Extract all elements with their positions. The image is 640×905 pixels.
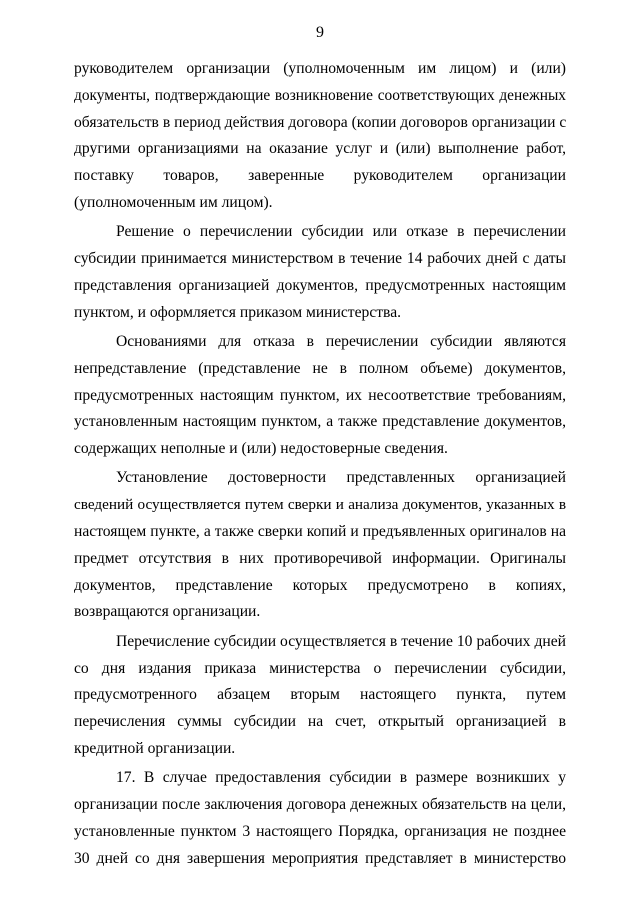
page-number: 9 <box>316 24 324 41</box>
text-line: непредставление (представление не в полном объеме) документов, <box>74 359 566 377</box>
document-body <box>74 56 566 875</box>
text-line: установленным настоящим пунктом, а также представление документов, <box>74 413 566 431</box>
text-line: поставку товаров, заверенные руководителем организации <box>74 167 566 185</box>
text-line: (уполномоченным им лицом). <box>74 193 273 211</box>
text-line: со дня издания приказа министерства о перечислении субсидии, <box>74 659 566 677</box>
text-line: установленные пунктом 3 настоящего Порядка, организация не позднее <box>74 822 566 840</box>
text-line: Установление достоверности представленных организацией <box>116 469 566 487</box>
text-line: Решение о перечислении субсидии или отказе в перечислении <box>116 223 566 241</box>
text-line: предмет отсутствия в них противоречивой информации. Оригиналы <box>74 549 566 567</box>
paragraph <box>74 465 566 626</box>
text-line: руководителем организации (уполномоченным им лицом) и (или) <box>74 60 566 77</box>
paragraph <box>74 765 566 872</box>
text-line: обязательств в период действия договора (копии договоров организации с <box>74 113 567 131</box>
text-line: возвращаются организации. <box>74 603 261 621</box>
text-line: предусмотренного абзацем вторым настоящего пункта, путем <box>74 686 566 704</box>
text-line: документов, представление которых предусмотрено в копиях, <box>74 576 566 594</box>
paragraph <box>74 56 566 217</box>
text-line: Перечисление субсидии осуществляется в течение 10 рабочих дней <box>116 632 566 650</box>
text-line: Основаниями для отказа в перечислении субсидии являются <box>116 332 566 350</box>
text-line: документы, подтверждающие возникновение соответствующих денежных <box>74 86 566 104</box>
text-line: пунктом, и оформляется приказом министерства. <box>74 303 402 321</box>
text-line: перечисления суммы субсидии на счет, открытый организацией в <box>74 713 566 731</box>
paragraph <box>74 629 566 763</box>
text-line: настоящем пункте, а также сверки копий и предъявленных оригиналов на <box>74 523 566 541</box>
text-line: другими организациями на оказание услуг и (или) выполнение работ, <box>74 140 566 158</box>
text-line: 30 дней со дня завершения мероприятия представляет в министерство <box>74 849 566 867</box>
text-line: сведений осуществляется путем сверки и анализа документов, указанных в <box>74 496 566 514</box>
text-line: кредитной организации. <box>74 739 236 757</box>
text-line: содержащих неполные и (или) недостоверные сведения. <box>74 440 448 458</box>
text-line: субсидии принимается министерством в течение 14 рабочих дней с даты <box>74 250 566 268</box>
paragraph <box>74 219 566 326</box>
text-line: организации после заключения договора денежных обязательств на цели, <box>74 796 566 814</box>
text-line: предусмотренных настоящим пунктом, их несоответствие требованиям, <box>74 386 566 404</box>
text-line: 17. В случае предоставления субсидии в размере возникших у <box>116 769 566 787</box>
paragraph <box>74 329 566 463</box>
text-line: представления организацией документов, предусмотренных настоящим <box>74 276 566 294</box>
